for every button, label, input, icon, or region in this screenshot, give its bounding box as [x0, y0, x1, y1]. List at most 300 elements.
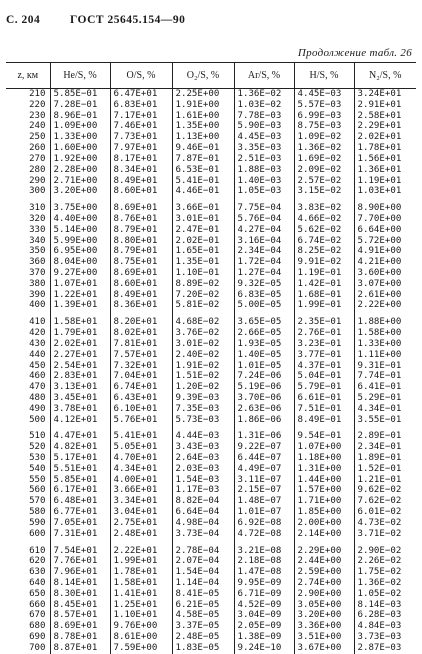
altitude-cell: 660 [29, 599, 46, 610]
altitude-cell: 510 [29, 431, 46, 442]
o2-cell: 1.51E−02 [172, 371, 234, 382]
o2-cell: 1.91E+00 [172, 100, 234, 111]
o-cell: 8.76E+01 [110, 214, 172, 225]
o-cell: 8.49E+01 [110, 176, 172, 187]
table-row [6, 154, 416, 165]
altitude-cell: 270 [29, 153, 46, 164]
ar-cell: 3.65E−05 [234, 311, 294, 328]
n2-cell: 3.07E+00 [354, 279, 416, 290]
altitude-cell: 300 [29, 186, 46, 197]
o-cell: 8.69E+01 [110, 197, 172, 214]
table-row [6, 371, 416, 382]
n2-cell: 2.58E+01 [354, 111, 416, 122]
h-cell: 3.83E−02 [294, 197, 354, 214]
he-cell: 7.96E+01 [50, 567, 110, 578]
table-row [6, 425, 416, 442]
o2-cell: 1.17E−03 [172, 485, 234, 496]
o2-cell: 3.66E−01 [172, 197, 234, 214]
h-cell: 4.37E−01 [294, 361, 354, 372]
altitude-cell: 610 [29, 545, 46, 556]
h-cell: 3.05E+00 [294, 600, 354, 611]
o2-cell: 1.14E−04 [172, 578, 234, 589]
he-cell: 8.87E+01 [50, 643, 110, 654]
col-header-o2: O₂/S, % [172, 63, 234, 89]
n2-cell: 6.64E+00 [354, 225, 416, 236]
h-cell: 2.57E−02 [294, 176, 354, 187]
ar-cell: 1.36E−02 [234, 89, 294, 100]
ar-cell: 6.92E−08 [234, 518, 294, 529]
h-cell: 5.79E−01 [294, 382, 354, 393]
h-cell: 9.54E−01 [294, 425, 354, 442]
table-body [6, 89, 416, 654]
ar-cell: 2.15E−07 [234, 485, 294, 496]
altitude-cell: 670 [29, 610, 46, 621]
n2-cell: 1.36E+01 [354, 165, 416, 176]
o2-cell: 7.20E−02 [172, 290, 234, 301]
table-row [6, 589, 416, 600]
altitude-cell: 470 [29, 382, 46, 393]
n2-cell: 9.31E−01 [354, 361, 416, 372]
o-cell: 8.61E+00 [110, 632, 172, 643]
h-cell: 8.25E−02 [294, 246, 354, 257]
o-cell: 4.34E+01 [110, 464, 172, 475]
table-row [6, 165, 416, 176]
ar-cell: 4.52E−09 [234, 600, 294, 611]
table-row [6, 442, 416, 453]
o2-cell: 3.01E−02 [172, 339, 234, 350]
altitude-cell: 390 [29, 289, 46, 300]
altitude-cell: 210 [29, 89, 46, 99]
h-cell: 2.14E+00 [294, 529, 354, 540]
n2-cell: 2.61E+00 [354, 290, 416, 301]
h-cell: 3.77E−01 [294, 350, 354, 361]
altitude-cell: 540 [29, 463, 46, 474]
h-cell: 5.04E−01 [294, 371, 354, 382]
o-cell: 7.57E+01 [110, 350, 172, 361]
he-cell: 2.27E+01 [50, 350, 110, 361]
table-row [6, 214, 416, 225]
n2-cell: 2.89E−01 [354, 425, 416, 442]
table-row [6, 339, 416, 350]
altitude-cell: 560 [29, 485, 46, 496]
ar-cell: 6.44E−07 [234, 453, 294, 464]
table-row [6, 404, 416, 415]
he-cell: 4.40E+00 [50, 214, 110, 225]
h-cell: 1.57E+00 [294, 485, 354, 496]
o2-cell: 9.39E−03 [172, 393, 234, 404]
n2-cell: 3.55E−01 [354, 415, 416, 426]
o-cell: 1.41E+01 [110, 589, 172, 600]
o2-cell: 6.21E−05 [172, 600, 234, 611]
o2-cell: 1.13E+00 [172, 132, 234, 143]
ar-cell: 1.48E−07 [234, 496, 294, 507]
he-cell: 3.20E+00 [50, 186, 110, 197]
h-cell: 3.15E−02 [294, 186, 354, 197]
he-cell: 5.85E+01 [50, 475, 110, 486]
col-header-h: H/S, % [294, 63, 354, 89]
table-continuation-caption: Продолжение табл. 26 [297, 47, 412, 59]
he-cell: 6.48E+01 [50, 496, 110, 507]
he-cell: 6.17E+01 [50, 485, 110, 496]
table-row [6, 311, 416, 328]
o2-cell: 3.37E−05 [172, 621, 234, 632]
h-cell: 2.59E+00 [294, 567, 354, 578]
ar-cell: 1.38E−09 [234, 632, 294, 643]
altitude-cell: 530 [29, 453, 46, 463]
altitude-cell: 310 [29, 203, 46, 214]
o2-cell: 2.03E−03 [172, 464, 234, 475]
n2-cell: 6.01E−02 [354, 507, 416, 518]
o2-cell: 1.54E−03 [172, 475, 234, 486]
he-cell: 2.83E+01 [50, 371, 110, 382]
h-cell: 2.29E+00 [294, 540, 354, 557]
ar-cell: 1.88E−03 [234, 165, 294, 176]
altitude-cell: 400 [29, 300, 46, 311]
altitude-cell: 630 [29, 567, 46, 578]
h-cell: 1.19E−01 [294, 268, 354, 279]
ar-cell: 2.66E−05 [234, 328, 294, 339]
n2-cell: 2.02E+01 [354, 132, 416, 143]
altitude-cell: 550 [29, 474, 46, 485]
o2-cell: 8.89E−02 [172, 279, 234, 290]
h-cell: 1.71E+00 [294, 496, 354, 507]
ar-cell: 9.22E−07 [234, 442, 294, 453]
table-row [6, 246, 416, 257]
o-cell: 4.00E+01 [110, 475, 172, 486]
h-cell: 1.99E−01 [294, 300, 354, 311]
o-cell: 1.25E+01 [110, 600, 172, 611]
ar-cell: 2.63E−06 [234, 404, 294, 415]
ar-cell: 3.35E−03 [234, 143, 294, 154]
altitude-cell: 420 [29, 328, 46, 339]
n2-cell: 3.60E+00 [354, 268, 416, 279]
n2-cell: 1.03E+01 [354, 186, 416, 197]
altitude-cell: 600 [29, 528, 46, 539]
o2-cell: 4.98E−04 [172, 518, 234, 529]
ar-cell: 1.93E−05 [234, 339, 294, 350]
h-cell: 9.91E−02 [294, 257, 354, 268]
o2-cell: 1.54E−04 [172, 567, 234, 578]
o2-cell: 2.48E−05 [172, 632, 234, 643]
ar-cell: 3.16E−04 [234, 236, 294, 247]
he-cell: 8.96E−01 [50, 111, 110, 122]
o2-cell: 4.44E−03 [172, 425, 234, 442]
altitude-cell: 440 [29, 349, 46, 360]
o-cell: 2.48E+01 [110, 529, 172, 540]
altitude-cell: 380 [29, 278, 46, 289]
h-cell: 3.36E+00 [294, 621, 354, 632]
table-header [6, 63, 416, 89]
o-cell: 8.60E+01 [110, 279, 172, 290]
table-row [6, 518, 416, 529]
o-cell: 3.34E+01 [110, 496, 172, 507]
n2-cell: 3.24E+01 [354, 89, 416, 100]
o-cell: 8.69E+01 [110, 268, 172, 279]
o-cell: 7.59E+00 [110, 643, 172, 654]
altitude-cell: 450 [29, 360, 46, 371]
n2-cell: 1.75E−02 [354, 567, 416, 578]
n2-cell: 6.41E−01 [354, 382, 416, 393]
ar-cell: 1.40E−03 [234, 176, 294, 187]
o2-cell: 3.43E−03 [172, 442, 234, 453]
n2-cell: 7.74E−01 [354, 371, 416, 382]
h-cell: 1.36E−02 [294, 143, 354, 154]
table-row [6, 300, 416, 311]
n2-cell: 9.62E−02 [354, 485, 416, 496]
he-cell: 1.79E+01 [50, 328, 110, 339]
he-cell: 6.95E+00 [50, 246, 110, 257]
he-cell: 9.27E+00 [50, 268, 110, 279]
he-cell: 5.99E+00 [50, 236, 110, 247]
o2-cell: 2.02E−01 [172, 236, 234, 247]
o-cell: 7.46E+01 [110, 121, 172, 132]
table-row [6, 197, 416, 214]
n2-cell: 4.91E+00 [354, 246, 416, 257]
h-cell: 4.45E−03 [294, 89, 354, 100]
o-cell: 8.60E+01 [110, 186, 172, 197]
ar-cell: 9.95E−09 [234, 578, 294, 589]
table-row [6, 328, 416, 339]
h-cell: 1.09E−02 [294, 132, 354, 143]
h-cell: 2.74E+00 [294, 578, 354, 589]
o2-cell: 2.40E−02 [172, 350, 234, 361]
o2-cell: 5.41E−01 [172, 176, 234, 187]
ar-cell: 4.72E−08 [234, 529, 294, 540]
he-cell: 8.30E+01 [50, 589, 110, 600]
he-cell: 5.17E+01 [50, 453, 110, 464]
n2-cell: 2.29E+01 [354, 121, 416, 132]
he-cell: 4.82E+01 [50, 442, 110, 453]
n2-cell: 7.62E−02 [354, 496, 416, 507]
n2-cell: 4.21E+00 [354, 257, 416, 268]
altitude-cell: 620 [29, 556, 46, 567]
table-row [6, 621, 416, 632]
h-cell: 2.90E+00 [294, 589, 354, 600]
n2-cell: 4.73E−02 [354, 518, 416, 529]
altitude-cell: 280 [29, 164, 46, 175]
gas-composition-table [6, 62, 416, 654]
n2-cell: 1.89E−01 [354, 453, 416, 464]
h-cell: 3.20E+00 [294, 610, 354, 621]
ar-cell: 1.27E−04 [234, 268, 294, 279]
h-cell: 6.74E−02 [294, 236, 354, 247]
o2-cell: 8.41E−05 [172, 589, 234, 600]
o2-cell: 2.78E−04 [172, 540, 234, 557]
altitude-cell: 460 [29, 371, 46, 382]
o-cell: 6.83E+01 [110, 100, 172, 111]
ar-cell: 4.45E−03 [234, 132, 294, 143]
ar-cell: 2.05E−09 [234, 621, 294, 632]
o-cell: 2.22E+01 [110, 540, 172, 557]
o-cell: 7.04E+01 [110, 371, 172, 382]
o-cell: 8.36E+01 [110, 300, 172, 311]
table-row [6, 578, 416, 589]
altitude-cell: 240 [29, 121, 46, 132]
h-cell: 8.75E−03 [294, 121, 354, 132]
o-cell: 3.04E+01 [110, 507, 172, 518]
n2-cell: 2.91E+01 [354, 100, 416, 111]
ar-cell: 1.72E−04 [234, 257, 294, 268]
col-header-he: He/S, % [50, 63, 110, 89]
n2-cell: 2.26E−02 [354, 556, 416, 567]
he-cell: 1.22E+01 [50, 290, 110, 301]
n2-cell: 5.29E−01 [354, 393, 416, 404]
n2-cell: 1.05E−02 [354, 589, 416, 600]
table-row [6, 290, 416, 301]
ar-cell: 9.24E−10 [234, 643, 294, 654]
n2-cell: 8.14E−03 [354, 600, 416, 611]
he-cell: 2.02E+01 [50, 339, 110, 350]
altitude-cell: 320 [29, 213, 46, 224]
ar-cell: 2.51E−03 [234, 154, 294, 165]
n2-cell: 2.87E−03 [354, 643, 416, 654]
he-cell: 1.39E+01 [50, 300, 110, 311]
he-cell: 8.14E+01 [50, 578, 110, 589]
n2-cell: 1.19E+01 [354, 176, 416, 187]
ar-cell: 1.03E−02 [234, 100, 294, 111]
ar-cell: 3.21E−08 [234, 540, 294, 557]
o2-cell: 6.64E−04 [172, 507, 234, 518]
col-header-altitude: z, км [6, 63, 50, 89]
ar-cell: 5.19E−06 [234, 382, 294, 393]
h-cell: 3.51E+00 [294, 632, 354, 643]
table-row [6, 464, 416, 475]
altitude-cell: 480 [29, 392, 46, 403]
o-cell: 1.10E+01 [110, 610, 172, 621]
h-cell: 2.00E+00 [294, 518, 354, 529]
h-cell: 1.69E−02 [294, 154, 354, 165]
he-cell: 5.14E+00 [50, 225, 110, 236]
he-cell: 1.58E+01 [50, 311, 110, 328]
h-cell: 2.09E−02 [294, 165, 354, 176]
o-cell: 8.17E+01 [110, 154, 172, 165]
o2-cell: 1.20E−02 [172, 382, 234, 393]
table-row [6, 111, 416, 122]
he-cell: 4.12E+01 [50, 415, 110, 426]
h-cell: 7.51E−01 [294, 404, 354, 415]
o2-cell: 9.46E−01 [172, 143, 234, 154]
o2-cell: 5.81E−02 [172, 300, 234, 311]
o-cell: 7.73E+01 [110, 132, 172, 143]
h-cell: 6.99E−03 [294, 111, 354, 122]
o2-cell: 3.73E−04 [172, 529, 234, 540]
table-row [6, 507, 416, 518]
o2-cell: 1.61E+00 [172, 111, 234, 122]
ar-cell: 1.01E−07 [234, 507, 294, 518]
he-cell: 3.45E+01 [50, 393, 110, 404]
h-cell: 1.31E+00 [294, 464, 354, 475]
o-cell: 4.70E+01 [110, 453, 172, 464]
h-cell: 4.66E−02 [294, 214, 354, 225]
n2-cell: 8.90E+00 [354, 197, 416, 214]
o2-cell: 1.91E−02 [172, 361, 234, 372]
n2-cell: 6.28E−03 [354, 610, 416, 621]
h-cell: 1.44E+00 [294, 475, 354, 486]
n2-cell: 3.73E−03 [354, 632, 416, 643]
page-number: С. 204 [6, 14, 41, 26]
n2-cell: 1.33E+00 [354, 339, 416, 350]
table-row [6, 610, 416, 621]
altitude-cell: 590 [29, 517, 46, 528]
o-cell: 7.32E+01 [110, 361, 172, 372]
altitude-cell: 580 [29, 507, 46, 518]
altitude-cell: 570 [29, 496, 46, 507]
altitude-cell: 360 [29, 257, 46, 268]
table-row [6, 279, 416, 290]
o-cell: 1.78E+01 [110, 567, 172, 578]
n2-cell: 2.90E−02 [354, 540, 416, 557]
h-cell: 1.68E−01 [294, 290, 354, 301]
altitude-cell: 250 [29, 132, 46, 143]
altitude-cell: 690 [29, 632, 46, 642]
he-cell: 4.47E+01 [50, 425, 110, 442]
table-row [6, 268, 416, 279]
h-cell: 1.85E+00 [294, 507, 354, 518]
ar-cell: 6.71E−09 [234, 589, 294, 600]
altitude-cell: 290 [29, 175, 46, 186]
ar-cell: 4.49E−07 [234, 464, 294, 475]
he-cell: 7.54E+01 [50, 540, 110, 557]
he-cell: 1.60E+00 [50, 143, 110, 154]
he-cell: 5.85E−01 [50, 89, 110, 100]
ar-cell: 5.90E−03 [234, 121, 294, 132]
page-header [6, 14, 416, 30]
o2-cell: 4.68E−02 [172, 311, 234, 328]
o2-cell: 1.65E−01 [172, 246, 234, 257]
he-cell: 2.71E+00 [50, 176, 110, 187]
h-cell: 2.76E−01 [294, 328, 354, 339]
o2-cell: 2.64E−03 [172, 453, 234, 464]
table-row [6, 176, 416, 187]
n2-cell: 1.21E−01 [354, 475, 416, 486]
he-cell: 2.54E+01 [50, 361, 110, 372]
o-cell: 5.05E+01 [110, 442, 172, 453]
o2-cell: 2.25E+00 [172, 89, 234, 100]
o-cell: 6.74E+01 [110, 382, 172, 393]
table-row [6, 567, 416, 578]
ar-cell: 1.47E−08 [234, 567, 294, 578]
altitude-cell: 340 [29, 235, 46, 246]
o2-cell: 6.53E−01 [172, 165, 234, 176]
ar-cell: 7.75E−04 [234, 197, 294, 214]
n2-cell: 5.72E+00 [354, 236, 416, 247]
he-cell: 7.76E+01 [50, 556, 110, 567]
altitude-cell: 230 [29, 110, 46, 121]
o-cell: 5.76E+01 [110, 415, 172, 426]
altitude-cell: 700 [29, 642, 46, 653]
n2-cell: 7.70E+00 [354, 214, 416, 225]
n2-cell: 1.56E+01 [354, 154, 416, 165]
o-cell: 7.17E+01 [110, 111, 172, 122]
he-cell: 2.28E+00 [50, 165, 110, 176]
he-cell: 1.07E+01 [50, 279, 110, 290]
o-cell: 8.49E+01 [110, 290, 172, 301]
o-cell: 6.43E+01 [110, 393, 172, 404]
h-cell: 5.57E−03 [294, 100, 354, 111]
he-cell: 8.57E+01 [50, 610, 110, 621]
table-row [6, 350, 416, 361]
o-cell: 9.76E+00 [110, 621, 172, 632]
o2-cell: 2.47E−01 [172, 225, 234, 236]
he-cell: 1.92E+00 [50, 154, 110, 165]
o-cell: 6.47E+01 [110, 89, 172, 100]
o2-cell: 1.35E−01 [172, 257, 234, 268]
n2-cell: 3.71E−02 [354, 529, 416, 540]
o-cell: 7.81E+01 [110, 339, 172, 350]
n2-cell: 1.78E+01 [354, 143, 416, 154]
o-cell: 8.02E+01 [110, 328, 172, 339]
o2-cell: 1.83E−05 [172, 643, 234, 654]
